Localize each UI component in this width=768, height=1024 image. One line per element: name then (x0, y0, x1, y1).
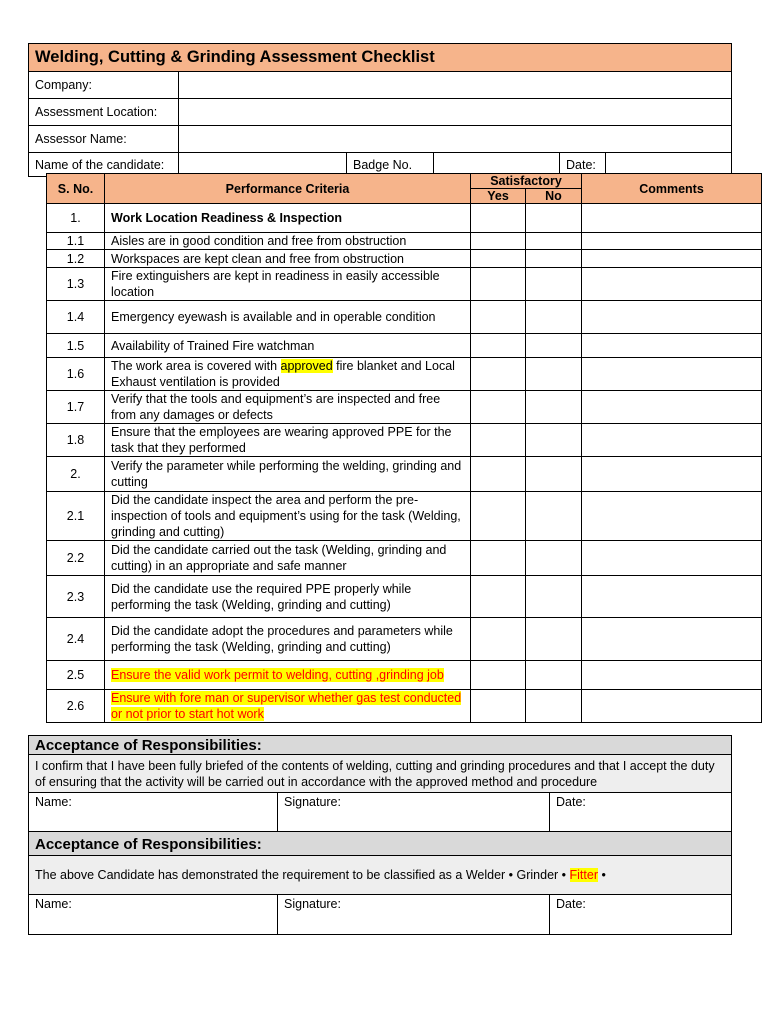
date-field[interactable] (550, 895, 732, 935)
comments-cell[interactable] (582, 457, 762, 492)
highlighted-word: approved (280, 359, 333, 373)
highlighted-word: Fitter (569, 868, 598, 882)
statement-text: • (598, 868, 606, 882)
no-cell[interactable] (526, 334, 582, 358)
signature-field[interactable] (278, 793, 550, 833)
criteria-table (46, 173, 762, 723)
criteria-text: The work area is covered with (111, 359, 281, 373)
row-number: 2.5 (47, 661, 105, 690)
yes-cell[interactable] (471, 391, 526, 424)
row-number: 2. (47, 457, 105, 492)
no-cell[interactable] (526, 618, 582, 661)
name-label: Name: (35, 795, 72, 809)
table-row (47, 661, 762, 690)
page-title: Welding, Cutting & Grinding Assessment Checklist (29, 44, 732, 72)
col-criteria-header: Performance Criteria (105, 174, 471, 204)
assessor-label: Assessor Name: (29, 126, 179, 153)
no-cell[interactable] (526, 492, 582, 541)
table-row (47, 541, 762, 576)
no-cell[interactable] (526, 233, 582, 250)
candidate-label: Name of the candidate: (29, 153, 179, 177)
row-number: 1. (47, 204, 105, 233)
acceptance-section-2 (28, 831, 732, 935)
row-criteria: Availability of Trained Fire watchman (105, 334, 471, 358)
company-label: Company: (29, 72, 179, 99)
statement-text: The above Candidate has demonstrated the requirement to be classified as a Welder • Grinder • (35, 868, 570, 882)
comments-cell[interactable] (582, 690, 762, 723)
badge-label: Badge No. (347, 153, 434, 177)
row-number: 1.2 (47, 250, 105, 268)
no-cell[interactable] (526, 576, 582, 618)
comments-cell[interactable] (582, 233, 762, 250)
row-criteria (105, 358, 471, 391)
yes-cell[interactable] (471, 618, 526, 661)
table-row (47, 250, 762, 268)
yes-cell[interactable] (471, 492, 526, 541)
row-criteria: Fire extinguishers are kept in readiness in easily accessible location (105, 268, 471, 301)
acceptance-statement: I confirm that I have been fully briefed of the contents of welding, cutting and grinding procedures and that I accept the duty of ensuring that the activity will be carried out in accordance with the approved method and procedure (29, 755, 732, 793)
no-cell[interactable] (526, 690, 582, 723)
acceptance-heading: Acceptance of Responsibilities: (29, 736, 732, 755)
row-criteria: Did the candidate use the required PPE properly while performing the task (Welding, grinding and cutting) (105, 576, 471, 618)
yes-cell[interactable] (471, 457, 526, 492)
row-criteria: Did the candidate inspect the area and perform the pre-inspection of tools and equipment’s using for the task (Welding, grinding and cutting) (105, 492, 471, 541)
yes-cell[interactable] (471, 424, 526, 457)
location-label: Assessment Location: (29, 99, 179, 126)
row-criteria: Ensure that the employees are wearing approved PPE for the task that they performed (105, 424, 471, 457)
comments-cell[interactable] (582, 661, 762, 690)
acceptance-heading: Acceptance of Responsibilities: (29, 832, 732, 856)
row-criteria: Verify the parameter while performing the welding, grinding and cutting (105, 457, 471, 492)
row-criteria: Did the candidate carried out the task (Welding, grinding and cutting) in an appropriate and safe manner (105, 541, 471, 576)
name-field[interactable] (29, 895, 278, 935)
classification-statement (29, 856, 732, 895)
yes-cell[interactable] (471, 541, 526, 576)
assessor-field[interactable] (179, 126, 732, 153)
table-row (47, 492, 762, 541)
name-field[interactable] (29, 793, 278, 833)
col-no-header: No (526, 189, 582, 204)
row-number: 1.1 (47, 233, 105, 250)
comments-cell[interactable] (582, 268, 762, 301)
row-number: 2.4 (47, 618, 105, 661)
table-row (47, 268, 762, 301)
header-table (28, 43, 732, 177)
comments-cell[interactable] (582, 334, 762, 358)
yes-cell[interactable] (471, 690, 526, 723)
comments-cell[interactable] (582, 204, 762, 233)
row-criteria: Did the candidate adopt the procedures and parameters while performing the task (Welding, grinding and cutting) (105, 618, 471, 661)
no-cell[interactable] (526, 541, 582, 576)
comments-cell[interactable] (582, 492, 762, 541)
criteria-text: fire blanket and Local Exhaust ventilation is provided (111, 359, 455, 389)
signature-label: Signature: (284, 897, 341, 911)
yes-cell[interactable] (471, 268, 526, 301)
table-row (47, 301, 762, 334)
table-row (47, 204, 762, 233)
table-row (47, 334, 762, 358)
no-cell[interactable] (526, 301, 582, 334)
row-criteria: Emergency eyewash is available and in operable condition (105, 301, 471, 334)
yes-cell[interactable] (471, 334, 526, 358)
row-number: 1.8 (47, 424, 105, 457)
signature-label: Signature: (284, 795, 341, 809)
row-criteria: Verify that the tools and equipment’s are inspected and free from any damages or defects (105, 391, 471, 424)
row-number: 2.6 (47, 690, 105, 723)
highlighted-criteria-text: Ensure with fore man or supervisor whether gas test conducted or not prior to start hot work (111, 691, 462, 721)
row-number: 1.5 (47, 334, 105, 358)
row-criteria: Aisles are in good condition and free from obstruction (105, 233, 471, 250)
company-field[interactable] (179, 72, 732, 99)
yes-cell[interactable] (471, 233, 526, 250)
yes-cell[interactable] (471, 204, 526, 233)
col-satisfactory-header: Satisfactory (471, 174, 582, 189)
date-field[interactable] (550, 793, 732, 833)
date-label: Date: (556, 795, 586, 809)
col-sno-header: S. No. (47, 174, 105, 204)
no-cell[interactable] (526, 661, 582, 690)
comments-cell[interactable] (582, 391, 762, 424)
location-field[interactable] (179, 99, 732, 126)
no-cell[interactable] (526, 391, 582, 424)
row-number: 1.6 (47, 358, 105, 391)
highlighted-criteria-text: Ensure the valid work permit to welding, cutting ,grinding job (111, 668, 444, 682)
comments-cell[interactable] (582, 541, 762, 576)
acceptance-section-1 (28, 735, 732, 833)
row-criteria (105, 661, 471, 690)
yes-cell[interactable] (471, 250, 526, 268)
yes-cell[interactable] (471, 661, 526, 690)
row-number: 1.7 (47, 391, 105, 424)
table-row (47, 690, 762, 723)
no-cell[interactable] (526, 250, 582, 268)
yes-cell[interactable] (471, 576, 526, 618)
row-criteria (105, 690, 471, 723)
comments-cell[interactable] (582, 576, 762, 618)
row-number: 2.1 (47, 492, 105, 541)
table-row (47, 457, 762, 492)
row-number: 1.4 (47, 301, 105, 334)
table-row (47, 358, 762, 391)
row-number: 1.3 (47, 268, 105, 301)
name-label: Name: (35, 897, 72, 911)
comments-cell[interactable] (582, 358, 762, 391)
date-label: Date: (556, 897, 586, 911)
comments-cell[interactable] (582, 250, 762, 268)
table-row (47, 233, 762, 250)
table-row (47, 391, 762, 424)
table-row (47, 576, 762, 618)
no-cell[interactable] (526, 204, 582, 233)
no-cell[interactable] (526, 457, 582, 492)
yes-cell[interactable] (471, 358, 526, 391)
no-cell[interactable] (526, 424, 582, 457)
row-number: 2.3 (47, 576, 105, 618)
comments-cell[interactable] (582, 301, 762, 334)
row-number: 2.2 (47, 541, 105, 576)
date-label: Date: (560, 153, 606, 177)
comments-cell[interactable] (582, 618, 762, 661)
row-criteria: Workspaces are kept clean and free from obstruction (105, 250, 471, 268)
row-criteria: Work Location Readiness & Inspection (105, 204, 471, 233)
col-yes-header: Yes (471, 189, 526, 204)
no-cell[interactable] (526, 358, 582, 391)
table-row (47, 618, 762, 661)
comments-cell[interactable] (582, 424, 762, 457)
col-comments-header: Comments (582, 174, 762, 204)
yes-cell[interactable] (471, 301, 526, 334)
table-row (47, 424, 762, 457)
signature-field[interactable] (278, 895, 550, 935)
no-cell[interactable] (526, 268, 582, 301)
